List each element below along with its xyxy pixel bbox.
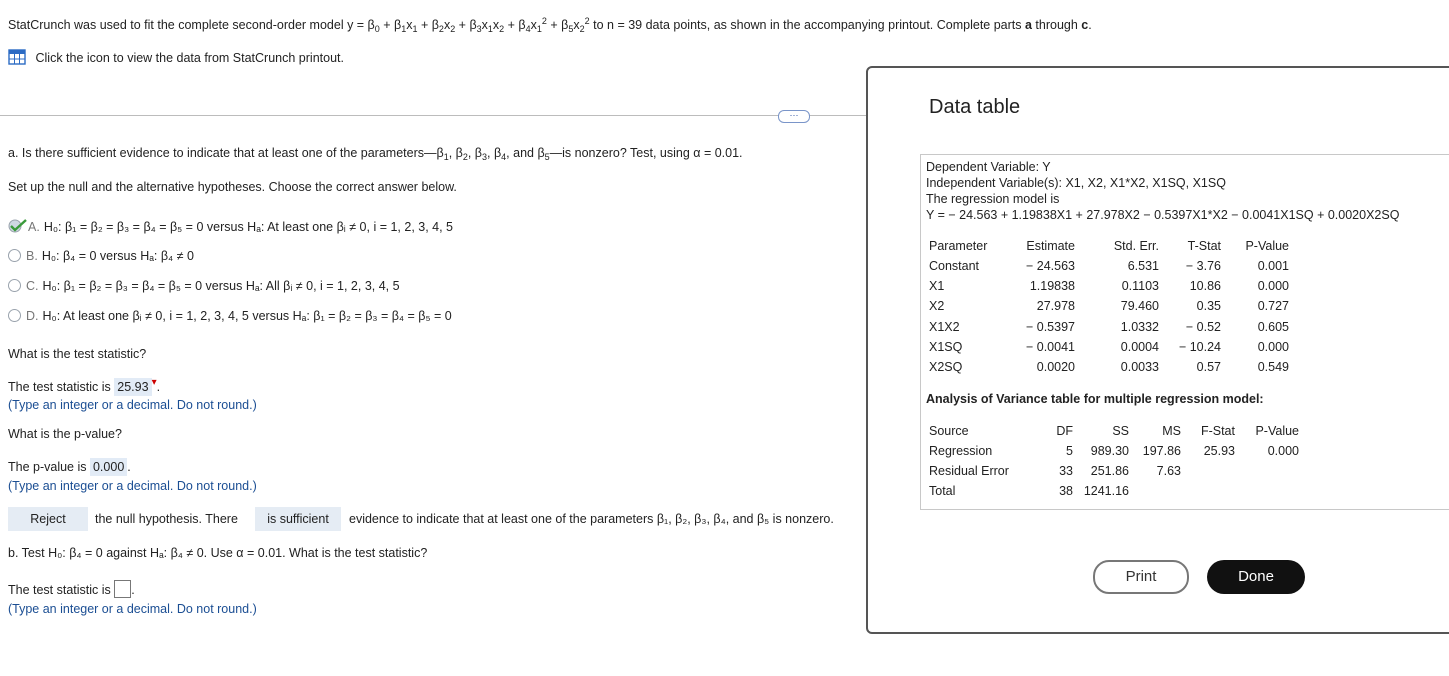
param-cell: 0.0004 xyxy=(1120,340,1159,354)
p-hint: (Type an integer or a decimal. Do not round.) xyxy=(8,479,257,493)
model-intro: The regression model is xyxy=(926,192,1060,206)
more-button[interactable]: ⋯ xyxy=(778,110,810,123)
param-cell: − 0.52 xyxy=(1185,320,1221,334)
stat-question: What is the test statistic? xyxy=(8,347,147,361)
param-header-stderr: Std. Err. xyxy=(1113,239,1159,253)
param-cell: 79.460 xyxy=(1120,299,1159,313)
problem-statement: StatCrunch was used to fit the complete second-order model $y = \beta_0 + \beta_1x_1 + \beta_2x_2 + \beta_3x_1x_2 + \beta_4x_1^2 + \beta_5x_2^2$ to n = 39 data points, as shown in the accompanying printout. Complete parts a through c. xyxy=(8,16,1092,35)
anova-cell: Residual Error xyxy=(929,464,1009,478)
dependent-variable: Dependent Variable: Y xyxy=(926,160,1051,174)
p-answer-line: The p-value is 0.000 . xyxy=(8,460,131,474)
param-cell: − 0.5397 xyxy=(1025,320,1075,334)
option-b-letter: B. xyxy=(26,249,38,263)
param-cell: X2 xyxy=(929,299,945,313)
param-cell: 0.605 xyxy=(1257,320,1289,334)
data-link[interactable] xyxy=(8,49,344,65)
part-a-question-text: a. Is there sufficient evidence to indicate that at least one of the parameters—β xyxy=(8,146,444,160)
option-a[interactable] xyxy=(8,219,453,234)
param-cell: X2SQ xyxy=(929,360,963,374)
intro-part-a: a xyxy=(1024,18,1032,33)
param-cell: 0.0020 xyxy=(1036,360,1075,374)
anova-title: Analysis of Variance table for multiple regression model: xyxy=(926,392,1264,406)
data-link-label[interactable]: Click the icon to view the data from StatCrunch printout. xyxy=(35,51,344,65)
anova-cell: 25.93 xyxy=(1203,444,1235,458)
anova-cell: 33 xyxy=(1059,464,1073,478)
param-cell: X1 xyxy=(929,279,945,293)
anova-cell: 0.000 xyxy=(1267,444,1299,458)
param-cell: X1X2 xyxy=(929,320,960,334)
independent-variables: Independent Variable(s): X1, X2, X1*X2, X1SQ, X1SQ xyxy=(926,176,1226,190)
intro-tail: to n = 39 data points, as shown in the accompanying printout. Complete parts xyxy=(589,18,1025,33)
param-cell: 0.35 xyxy=(1196,299,1221,313)
intro-period: . xyxy=(1088,18,1092,33)
param-header-tstat: T-Stat xyxy=(1187,239,1221,253)
anova-cell: 1241.16 xyxy=(1083,484,1129,498)
param-cell: 1.19838 xyxy=(1029,279,1075,293)
stat-answer-line: The test statistic is 25.93 ▾. xyxy=(8,377,161,394)
option-c[interactable] xyxy=(8,279,400,293)
stat-label: The test statistic is xyxy=(8,380,115,394)
param-cell: 0.001 xyxy=(1257,259,1289,273)
option-a-text: H₀: β₁ = β₂ = β₃ = β₄ = β₅ = 0 versus Hₐ: At least one βᵢ ≠ 0, i = 1, 2, 3, 4, 5 xyxy=(43,220,454,234)
part-b-stat-input[interactable] xyxy=(114,580,131,598)
anova-cell: Total xyxy=(929,484,956,498)
part-b-hint: (Type an integer or a decimal. Do not round.) xyxy=(8,602,257,616)
option-d[interactable] xyxy=(8,309,452,323)
part-b-stat-label: The test statistic is xyxy=(8,583,115,597)
param-cell: − 0.0041 xyxy=(1025,340,1075,354)
print-button[interactable]: Print xyxy=(1093,560,1189,594)
param-cell: 27.978 xyxy=(1036,299,1075,313)
param-cell: 10.86 xyxy=(1189,279,1221,293)
radio-d[interactable] xyxy=(8,309,21,322)
param-cell: 6.531 xyxy=(1127,259,1159,273)
intro-part-c: c xyxy=(1081,18,1089,33)
param-cell: X1SQ xyxy=(929,340,963,354)
anova-cell: 5 xyxy=(1066,444,1073,458)
anova-cell: 989.30 xyxy=(1090,444,1129,458)
option-a-letter: A. xyxy=(28,220,40,234)
radio-c[interactable] xyxy=(8,279,21,292)
intro-lead: StatCrunch was used to fit the complete second-order model y = β xyxy=(8,18,375,33)
p-input[interactable]: 0.000 xyxy=(90,458,127,476)
param-cell: 0.549 xyxy=(1257,360,1289,374)
stat-input[interactable]: 25.93 xyxy=(114,378,151,396)
decision-mid-text: the null hypothesis. There xyxy=(95,512,238,526)
conclusion-text: evidence to indicate that at least one of the parameters β₁, β₂, β₃, β₄, and β₅ is nonzero. xyxy=(349,512,834,526)
part-a-question-end: —is nonzero? Test, using α = 0.01. xyxy=(549,146,743,160)
anova-header: MS xyxy=(1162,424,1181,438)
modal-title: Data table xyxy=(929,96,1021,118)
part-a-question: a. Is there sufficient evidence to indicate that at least one of the $parameters—\beta_1$, $\beta_2$, $\beta_3$, $\beta_4$, and $\beta_5—is$ nonzero? Test, using α = 0.01. xyxy=(8,146,743,162)
option-b-text: H₀: β₄ = 0 versus Hₐ: β₄ ≠ 0 xyxy=(41,249,194,263)
intro-through: through xyxy=(1031,18,1082,33)
checkmark-selected-icon xyxy=(8,219,28,233)
option-d-letter: D. xyxy=(26,309,39,323)
param-cell: 0.0033 xyxy=(1120,360,1159,374)
p-label: The p-value is xyxy=(8,460,90,474)
anova-cell: 251.86 xyxy=(1090,464,1129,478)
evidence-select[interactable]: is sufficient xyxy=(255,507,341,531)
anova-cell: Regression xyxy=(929,444,993,458)
param-cell: 0.000 xyxy=(1257,279,1289,293)
param-cell: Constant xyxy=(929,259,980,273)
param-cell: 0.1103 xyxy=(1121,279,1159,293)
param-cell: − 24.563 xyxy=(1025,259,1075,273)
option-d-text: H₀: At least one βᵢ ≠ 0, i = 1, 2, 3, 4, 5 versus Hₐ: β₁ = β₂ = β₃ = β₄ = β₅ = 0 xyxy=(42,309,452,323)
param-cell: − 10.24 xyxy=(1178,340,1221,354)
data-table-modal xyxy=(866,66,1449,634)
anova-header: DF xyxy=(1056,424,1073,438)
param-cell: − 3.76 xyxy=(1185,259,1221,273)
done-button[interactable]: Done xyxy=(1207,560,1305,594)
anova-cell: 197.86 xyxy=(1142,444,1181,458)
part-b-question: b. Test H₀: β₄ = 0 against Hₐ: β₄ ≠ 0. Use α = 0.01. What is the test statistic? xyxy=(8,546,428,560)
table-icon[interactable] xyxy=(8,49,26,65)
decision-select[interactable]: Reject xyxy=(8,507,88,531)
option-b[interactable] xyxy=(8,249,194,263)
anova-header: SS xyxy=(1112,424,1129,438)
model-equation: Y = − 24.563 + 1.19838X1 + 27.978X2 − 0.5397X1*X2 − 0.0041X1SQ + 0.0020X2SQ xyxy=(926,208,1400,222)
part-b-answer-line: The test statistic is . xyxy=(8,580,135,598)
param-cell: 0.000 xyxy=(1257,340,1289,354)
param-header-estimate: Estimate xyxy=(1026,239,1075,253)
anova-header: Source xyxy=(929,424,969,438)
flag-icon: ▾ xyxy=(151,377,157,388)
part-a-setup: Set up the null and the alternative hypotheses. Choose the correct answer below. xyxy=(8,180,457,194)
p-question: What is the p-value? xyxy=(8,427,122,441)
param-cell: 1.0332 xyxy=(1120,320,1159,334)
param-header-pvalue: P-Value xyxy=(1245,239,1289,253)
param-cell: 0.57 xyxy=(1196,360,1221,374)
radio-b[interactable] xyxy=(8,249,21,262)
anova-header: P-Value xyxy=(1255,424,1299,438)
stat-hint: (Type an integer or a decimal. Do not round.) xyxy=(8,398,257,412)
statcrunch-printout xyxy=(920,154,1449,510)
param-header-parameter: Parameter xyxy=(929,239,988,253)
anova-header: F-Stat xyxy=(1200,424,1235,438)
section-divider xyxy=(0,115,868,116)
anova-cell: 38 xyxy=(1059,484,1073,498)
option-c-text: H₀: β₁ = β₂ = β₃ = β₄ = β₅ = 0 versus Hₐ: All βᵢ ≠ 0, i = 1, 2, 3, 4, 5 xyxy=(42,279,400,293)
param-cell: 0.727 xyxy=(1257,299,1289,313)
anova-cell: 7.63 xyxy=(1156,464,1181,478)
option-c-letter: C. xyxy=(26,279,39,293)
